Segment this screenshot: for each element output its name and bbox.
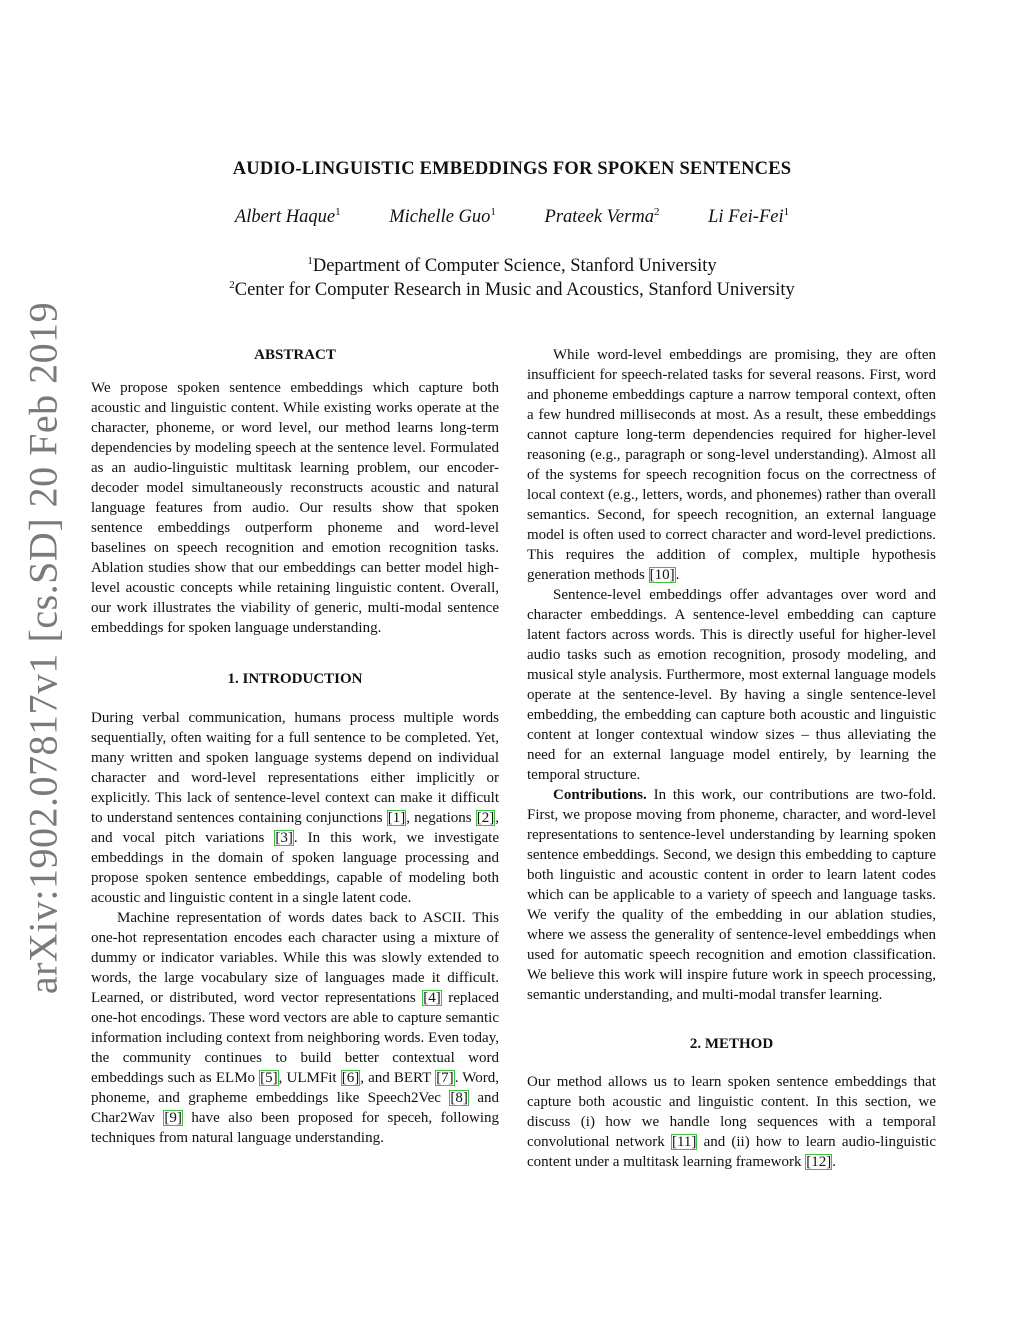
introduction-heading: 1. INTRODUCTION <box>227 671 363 687</box>
citation-link[interactable]: [5] <box>260 1070 278 1086</box>
author: Albert Haque$^1$ <box>234 206 341 228</box>
paper-title: AUDIO-LINGUISTIC EMBEDDINGS FOR SPOKEN SENTENCES <box>232 159 792 179</box>
intro-paragraph-2: Machine representation of words dates back to ASCII. This one-hot representation encodes each character using a mixture of dummy or indicator variables. While this was slowly extended to words, the large vocabulary size of languages made it difficult. Learned, or distributed, word vector representations [4] replaced one-hot encodings. These word vectors are able to capture semantic information including context from neighboring words. Even today, the community continues to build better contextual word embeddings such as ELMo [5], ULMFit [6], and BERT [7]. Word, phoneme, and grapheme embeddings like Speech2Vec [8] and Char2Wav [9] have also been proposed for speceh, following techniques from natural language understanding. <box>91 910 500 1146</box>
intro-contributions-paragraph: Contributions. In this work, our contributions are two-fold. First, we propose moving from phoneme, character, and word-level representations to sentence-level understanding by learning spoken sentence embeddings. Second, we design this embedding to capture both linguistic and acoustic content in order to learn latent codes which can be applicable to a variety of speech and language tasks. We verify the quality of the embedding in our ablation studies, where we assess the generality of sentence-level embeddings when used for automatic speech recognition and emotion classification. We believe this work will inspire future work in speech processing, semantic understanding, and multi-modal transfer learning. <box>527 787 936 1003</box>
citation-link[interactable]: [1] <box>387 810 406 826</box>
citation-link[interactable]: [3] <box>275 830 293 846</box>
author: Prateek Verma$^2$ <box>544 206 660 228</box>
contributions-label: Contributions. <box>553 787 647 803</box>
abstract-heading: ABSTRACT <box>254 347 336 363</box>
method-paragraph-1: Our method allows us to learn spoken sentence embeddings that capture both acoustic and linguistic content. In this section, we discuss (i) how we handle long sequences with a temporal convolutional network [11] and (ii) how to learn audio-linguistic content under a multitask learning framework [12]. <box>527 1074 936 1170</box>
affiliation: $^1$Department of Computer Science, Stanford University <box>307 255 717 277</box>
citation-link[interactable]: [12] <box>806 1154 832 1170</box>
citation-link[interactable]: [2] <box>476 810 495 826</box>
intro-paragraph-4: Sentence-level embeddings offer advantages over word and character embeddings. A sentence-level embedding can capture latent factors across words. This is directly useful for higher-level audio tasks such as emotion recognition, prosody modeling, and musical style analysis. Furthermore, most external language models operate at the sentence-level. By having a single sentence-level embedding, the embedding can capture both acoustic and linguistic content at longer contextual window sizes – thus alleviating the need for an external language model entirely, by learning the temporal structure. <box>527 587 936 783</box>
author: Li Fei-Fei$^1$ <box>708 206 790 228</box>
left-column <box>91 345 499 1148</box>
affiliation: $^2$Center for Computer Research in Music and Acoustics, Stanford University <box>229 279 795 301</box>
author-list <box>0 206 1024 228</box>
citation-link[interactable]: [10] <box>649 567 675 583</box>
citation-link[interactable]: [4] <box>423 990 441 1006</box>
citation-link[interactable]: [6] <box>341 1070 360 1086</box>
intro-paragraph-1: During verbal communication, humans process multiple words sequentially, often waiting for a full sentence to be completed. Yet, many written and spoken language systems depend on individual character and word-level representations either implicitly or explicitly. This lack of sentence-level context can make it difficult to understand sentences containing conjunctions [1], negations [2], and vocal pitch variations [3]. In this work, we investigate embeddings in the domain of spoken language processing and propose spoken sentence embeddings, capable of modeling both acoustic and linguistic content in a single latent code. <box>91 710 499 906</box>
citation-link[interactable]: [11] <box>671 1134 697 1150</box>
citation-link[interactable]: [7] <box>436 1070 454 1086</box>
arxiv-identifier: arXiv:1902.07817v1 [cs.SD] 20 Feb 2019 <box>20 301 66 995</box>
intro-paragraph-3: While word-level embeddings are promising, they are often insufficient for speech-related tasks for several reasons. First, word and phoneme embeddings capture a narrow temporal context, often a few hundred milliseconds at most. As a result, these embeddings cannot capture long-term dependencies required for higher-level reasoning (e.g., paragraph or song-level understanding). Almost all of the systems for speech recognition focus on the correctness of local context (e.g., letters, words, and phonemes) rather than overall semantics. Second, for speech recognition, an external language model is often used to correct character and word-level predictions. This requires the addition of complex, multiple hypothesis generation methods [10]. <box>527 347 936 583</box>
right-column <box>527 345 936 1172</box>
author: Michelle Guo$^1$ <box>389 206 496 228</box>
abstract-text: We propose spoken sentence embeddings which capture both acoustic and linguistic content. While existing works operate at the character, phoneme, or word level, our method learns long-term dependencies by modeling speech at the sentence level. Formulated as an audio-linguistic multitask learning problem, our encoder-decoder model simultaneously reconstructs acoustic and natural language features from audio. Our results show that spoken sentence embeddings outperform phoneme and word-level baselines on speech recognition and emotion recognition tasks. Ablation studies show that our embeddings can better model high-level acoustic concepts while retaining linguistic content. Overall, our work illustrates the viability of generic, multi-modal sentence embeddings for spoken language understanding. <box>91 380 499 636</box>
citation-link[interactable]: [8] <box>450 1090 468 1106</box>
method-heading: 2. METHOD <box>689 1036 774 1052</box>
citation-link[interactable]: [9] <box>164 1110 182 1126</box>
